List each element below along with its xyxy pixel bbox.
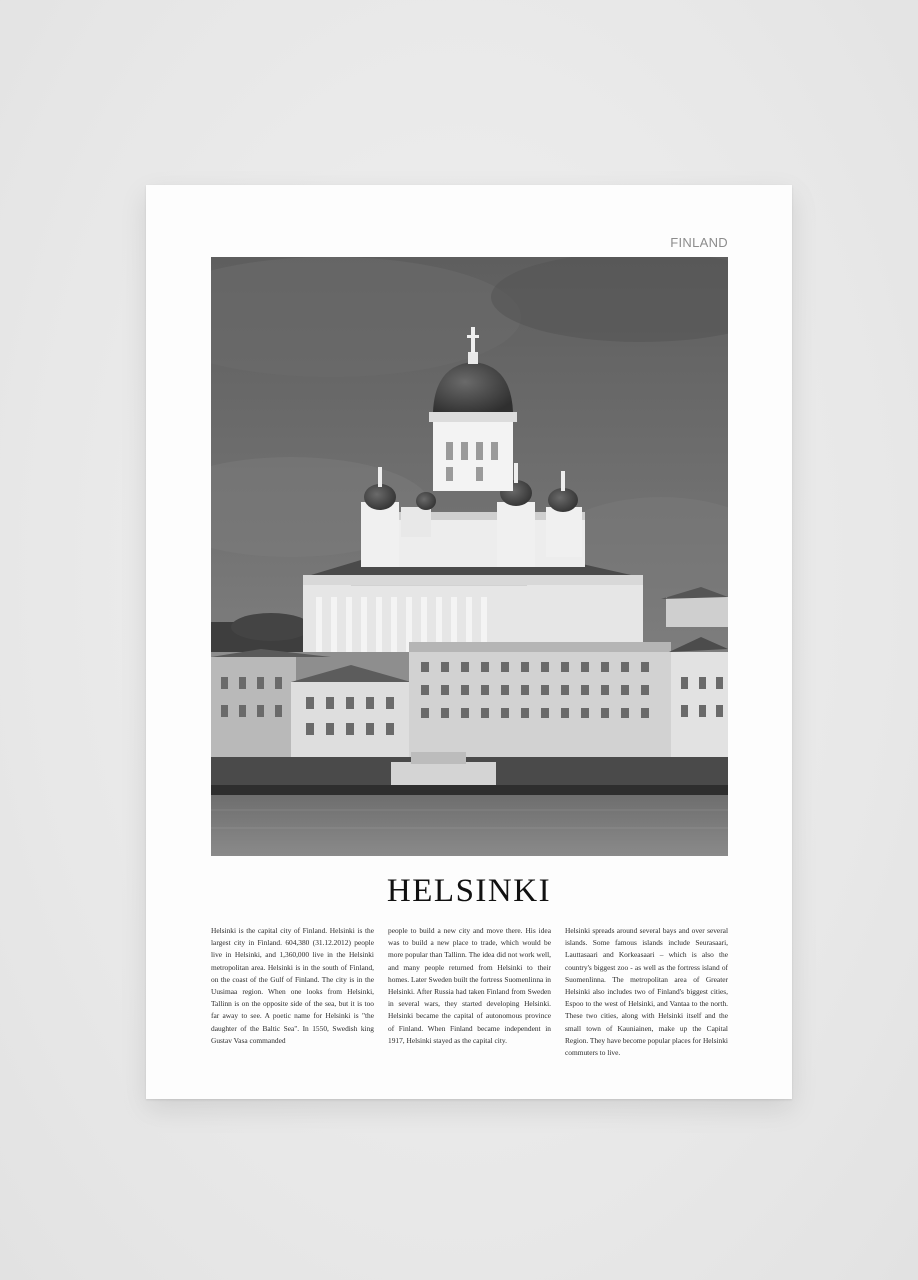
country-label: FINLAND [670, 235, 728, 250]
text-columns [211, 925, 728, 1059]
text-column-1: Helsinki is the capital city of Finland. Helsinki is the largest city in Finland. 604,380 (31.12.2012) people live in Helsinki, and 1,360,000 live in the Helsinki metropolitan area. Helsinki is in the south of Finland, on the coast of the Gulf of Finland. The city is in the Uusimaa region. When one looks from Helsinki, Tallinn is on the opposite side of the sea, but it is too far away to see. A poetic name for Helsinki is "the daughter of the Baltic Sea". In 1550, Swedish king Gustav Vasa commanded [211, 926, 374, 1045]
cathedral-photo [211, 257, 728, 856]
poster-title: HELSINKI [386, 873, 552, 909]
text-column-3: Helsinki spreads around several bays and over several islands. Some famous islands include Seurasaari, Lauttasaari and Korkeasaari – which is also the country's biggest zoo - as well as the fortress island of Suomenlinna. The metropolitan area of Greater Helsinki also includes two of Finland's biggest cities, Espoo to the west of Helsinki, and Vantaa to the north. These two cities, along with Helsinki itself and the small town of Kauniainen, make up the Capital Region. They have become popular places for Helsinki commuters to live. [565, 926, 728, 1058]
poster [146, 185, 792, 1099]
text-column-2: people to build a new city and move there. His idea was to build a new place to trade, which would be more popular than Tallinn. The idea did not work well, and many people returned from Helsinki to their homes. Later Sweden built the fortress Suomenlinna in Helsinki. After Russia had taken Finland from Sweden in several wars, they started developing Helsinki. Helsinki became the capital of autonomous province of Finland. When Finland became independent in 1917, Helsinki stayed as the capital city. [388, 926, 551, 1045]
